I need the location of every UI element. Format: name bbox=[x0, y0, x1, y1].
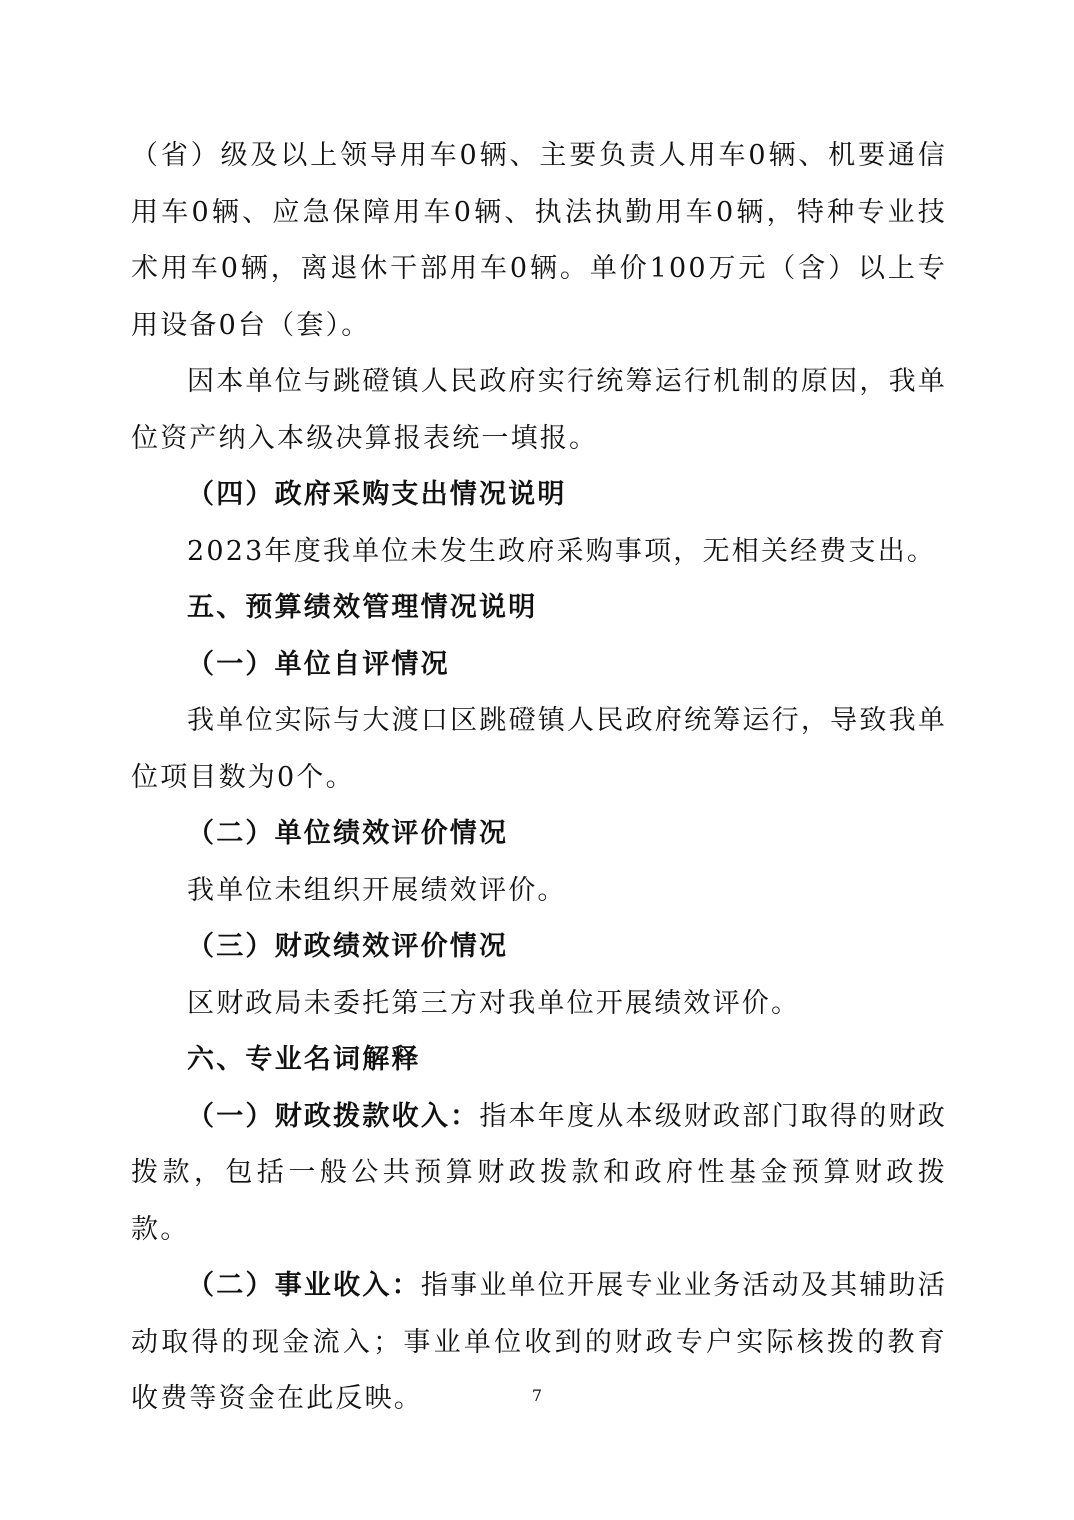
paragraph-vehicles: （省）级及以上领导用车0辆、主要负责人用车0辆、机要通信用车0辆、应急保障用车0辆、执法执勤用车0辆，特种专业技术用车0辆，离退休干部用车0辆。单价100万元（含）以上专用设备0台（套）。 bbox=[131, 140, 947, 341]
heading-self-evaluation: （一）单位自评情况 bbox=[187, 648, 450, 680]
paragraph-unit-evaluation: 我单位未组织开展绩效评价。 bbox=[187, 874, 567, 906]
document-body bbox=[131, 128, 947, 1428]
heading-section-6: 六、专业名词解释 bbox=[187, 1044, 421, 1075]
term-label-business-income: （二）事业收入： bbox=[187, 1270, 421, 1301]
paragraph-assets: 因本单位与跳磴镇人民政府实行统筹运行机制的原因，我单位资产纳入本级决算报表统一填报。 bbox=[131, 366, 947, 454]
heading-unit-evaluation: （二）单位绩效评价情况 bbox=[187, 818, 509, 849]
heading-fiscal-evaluation: （三）财政绩效评价情况 bbox=[187, 931, 509, 962]
heading-procurement: （四）政府采购支出情况说明 bbox=[187, 479, 567, 510]
paragraph-self-evaluation: 我单位实际与大渡口区跳磴镇人民政府统筹运行，导致我单位项目数为0个。 bbox=[131, 705, 947, 793]
paragraph-term-fiscal-appropriation bbox=[131, 1089, 947, 1259]
heading-section-5: 五、预算绩效管理情况说明 bbox=[187, 592, 538, 623]
paragraph-procurement: 2023年度我单位未发生政府采购事项，无相关经费支出。 bbox=[187, 535, 937, 567]
paragraph-fiscal-evaluation: 区财政局未委托第三方对我单位开展绩效评价。 bbox=[187, 987, 801, 1019]
page-number: 7 bbox=[531, 1386, 543, 1405]
term-label-fiscal-appropriation: （一）财政拨款收入： bbox=[187, 1100, 480, 1132]
term-definition-business-income: 指事业单位开展专业业务活动及其辅助活动取得的现金流入；事业单位收到的财政专户实际核拨的教育收费等资金在此反映。 bbox=[131, 1270, 947, 1414]
term-definition-fiscal-appropriation: 指本年度从本级财政部门取得的财政拨款，包括一般公共预算财政拨款和政府性基金预算财政拨款。 bbox=[131, 1100, 948, 1245]
